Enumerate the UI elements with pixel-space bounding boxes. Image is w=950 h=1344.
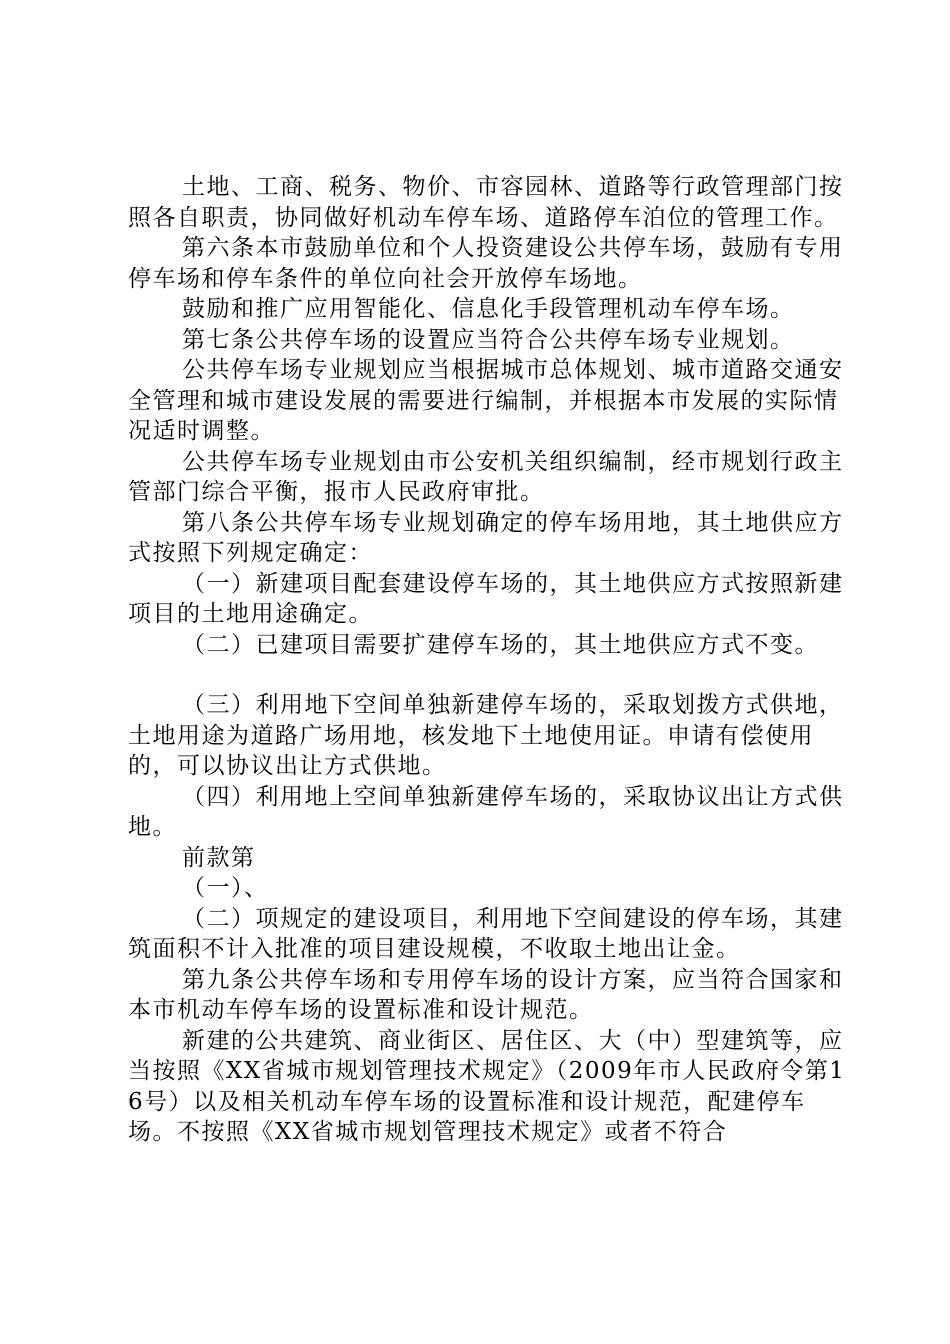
paragraph-article-9: 第九条公共停车场和专用停车场的设计方案，应当符合国家和本市机动车停车场的设置标准和设计规范。	[128, 966, 844, 1023]
paragraph-plan-approval: 公共停车场专业规划由市公安机关组织编制，经市规划行政主管部门综合平衡，报市人民政府审批。	[128, 448, 844, 505]
paragraph-fragment-preceding: 前款第	[182, 844, 256, 871]
blank-line	[128, 660, 848, 690]
paragraph-continuation: 土地、工商、税务、物价、市容园林、道路等行政管理部门按照各自职责，协同做好机动车停车场、道路停车泊位的管理工作。	[128, 174, 844, 231]
paragraph-plan-basis: 公共停车场专业规划应当根据城市总体规划、城市道路交通安全管理和城市建设发展的需要进行编制，并根据本市发展的实际情况适时调整。	[128, 357, 844, 444]
paragraph-article-7: 第七条公共停车场的设置应当符合公共停车场专业规划。	[182, 326, 795, 353]
paragraph-encourage-smart: 鼓励和推广应用智能化、信息化手段管理机动车停车场。	[182, 296, 795, 322]
paragraph-fragment-item-2: （二）项规定的建设项目，利用地下空间建设的停车场，其建筑面积不计入批准的项目建设规模，不收取土地出让金。	[128, 905, 844, 962]
document-body	[128, 172, 848, 1148]
paragraph-item-2: （二）已建项目需要扩建停车场的，其土地供应方式不变。	[182, 631, 820, 658]
paragraph-item-1: （一）新建项目配套建设停车场的，其土地供应方式按照新建项目的土地用途确定。	[128, 570, 844, 627]
paragraph-new-buildings: 新建的公共建筑、商业街区、居住区、大（中）型建筑等，应当按照《XX省城市规划管理技术规定》（2009年市人民政府令第16号）以及相关机动车停车场的设置标准和设计规范，配建停车场。不按照《XX省城市规划管理技术规定》或者不符合	[128, 1027, 846, 1145]
paragraph-fragment-item-1: （一）、	[182, 875, 269, 901]
paragraph-article-6: 第六条本市鼓励单位和个人投资建设公共停车场，鼓励有专用停车场和停车条件的单位向社会开放停车场地。	[128, 235, 844, 292]
paragraph-item-4: （四）利用地上空间单独新建停车场的，采取协议出让方式供地。	[128, 783, 844, 840]
paragraph-item-3: （三）利用地下空间单独新建停车场的，采取划拨方式供地，土地用途为道路广场用地，核发地下土地使用证。申请有偿使用的，可以协议出让方式供地。	[128, 692, 844, 779]
paragraph-article-8: 第八条公共停车场专业规划确定的停车场用地，其土地供应方式按照下列规定确定：	[128, 509, 844, 566]
